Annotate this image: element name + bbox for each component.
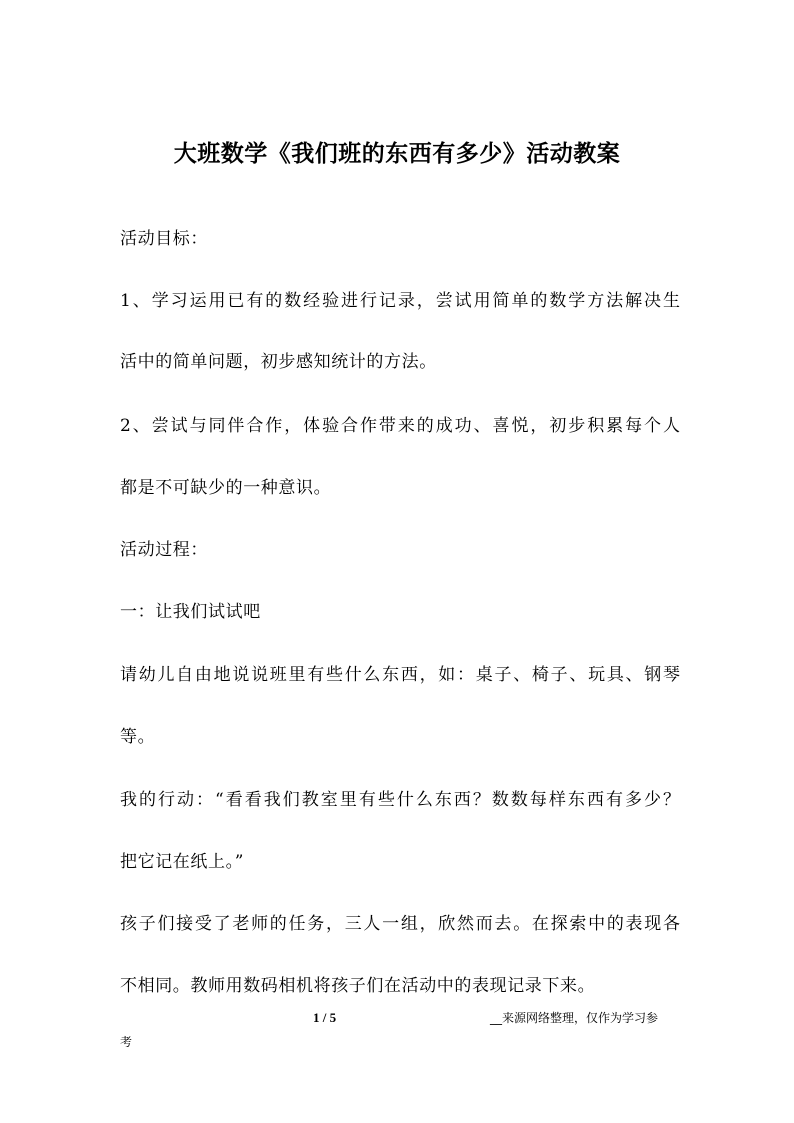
source-note: __来源网络整理，仅作为学习参 [490,1011,659,1025]
text-line: 把它记在纸上。” [120,852,244,872]
text-line: 2、尝试与同伴合作，体验合作带来的成功、喜悦，初步积累每个人 [120,416,680,436]
source-note-continued: 考 [120,1035,133,1049]
text-line: 活动目标： [120,229,208,249]
text-line: 活中的简单问题，初步感知统计的方法。 [120,352,437,372]
text-line: 等。 [120,727,156,747]
text-line: 不相同。教师用数码相机将孩子们在活动中的表现记录下来。 [120,976,596,996]
text-line: 我的行动：“看看我们教室里有些什么东西？数数每样东西有多少？ [120,790,680,810]
text-line: 孩子们接受了老师的任务，三人一组，欣然而去。在探索中的表现各 [120,914,680,934]
text-line: 活动过程： [120,540,208,560]
document-title: 大班数学《我们班的东西有多少》活动教案 [173,140,621,167]
page-number: 1 / 5 [313,1010,337,1025]
text-line: 一：让我们试试吧 [120,602,261,622]
text-line: 1、学习运用已有的数经验进行记录，尝试用简单的数学方法解决生 [120,291,680,311]
text-line: 请幼儿自由地说说班里有些什么东西，如：桌子、椅子、玩具、钢琴 [120,665,680,685]
text-line: 都是不可缺少的一种意识。 [120,478,332,498]
